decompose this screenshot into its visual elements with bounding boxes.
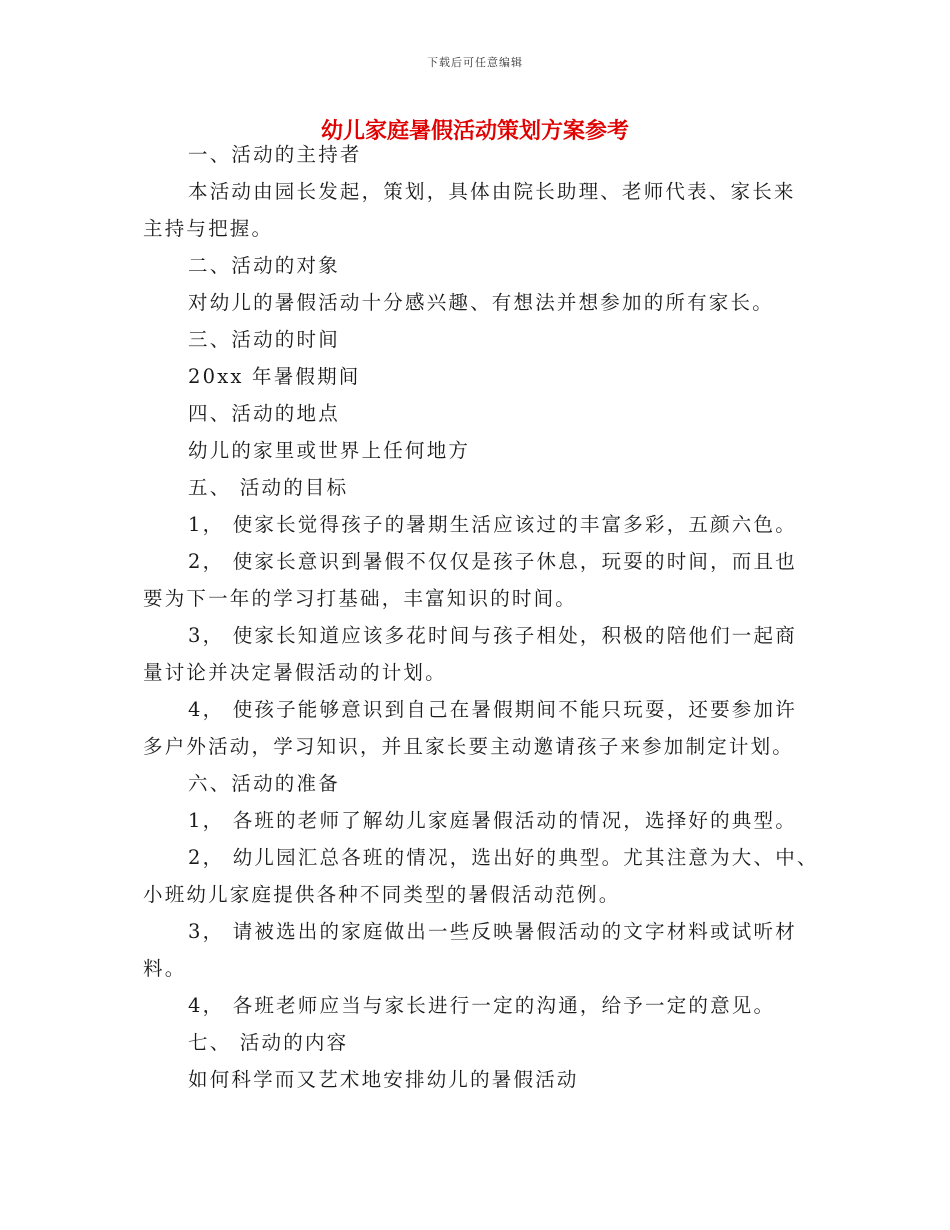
text-line: 要为下一年的学习打基础，丰富知识的时间。 xyxy=(143,587,578,610)
text-line: 本活动由园长发起，策划，具体由院长助理、老师代表、家长来 xyxy=(188,180,796,203)
text-line: 六、活动的准备 xyxy=(188,772,340,795)
text-line: 4， 使孩子能够意识到自己在暑假期间不能只玩耍，还要参加许 xyxy=(188,698,797,721)
text-line: 幼儿的家里或世界上任何地方 xyxy=(188,439,471,462)
text-line: 对幼儿的暑假活动十分感兴趣、有想法并想参加的所有家长。 xyxy=(188,291,774,314)
document-body xyxy=(143,136,819,1098)
text-line: 3， 使家长知道应该多花时间与孩子相处，积极的陪他们一起商 xyxy=(188,624,797,647)
document-title: 幼儿家庭暑假活动策划方案参考 xyxy=(320,118,629,144)
text-line: 1， 使家长觉得孩子的暑期生活应该过的丰富多彩，五颜六色。 xyxy=(188,513,797,536)
text-line: 1， 各班的老师了解幼儿家庭暑假活动的情况，选择好的典型。 xyxy=(188,809,797,832)
text-line: 五、 活动的目标 xyxy=(188,476,349,499)
text-line: 四、活动的地点 xyxy=(188,402,340,425)
text-line: 料。 xyxy=(143,957,187,980)
text-line: 如何科学而又艺术地安排幼儿的暑假活动 xyxy=(188,1068,579,1091)
text-line: 2， 使家长意识到暑假不仅仅是孩子休息，玩耍的时间，而且也 xyxy=(188,550,797,573)
text-line: 主持与把握。 xyxy=(143,217,274,240)
header-note: 下载后可任意编辑 xyxy=(427,56,523,69)
text-line: 七、 活动的内容 xyxy=(188,1031,349,1054)
text-line: 三、活动的时间 xyxy=(188,328,340,351)
text-line: 2， 幼儿园汇总各班的情况，选出好的典型。尤其注意为大、中、 xyxy=(188,846,819,869)
text-line: 3， 请被选出的家庭做出一些反映暑假活动的文字材料或试听材 xyxy=(188,920,797,943)
text-line: 量讨论并决定暑假活动的计划。 xyxy=(143,661,447,684)
text-line: 多户外活动，学习知识，并且家长要主动邀请孩子来参加制定计划。 xyxy=(143,735,795,758)
text-line: 4， 各班老师应当与家长进行一定的沟通，给予一定的意见。 xyxy=(188,994,776,1017)
text-line: 一、活动的主持者 xyxy=(188,143,362,166)
text-line: 二、活动的对象 xyxy=(188,254,340,277)
text-line: 小班幼儿家庭提供各种不同类型的暑假活动范例。 xyxy=(143,883,621,906)
text-line: 20xx 年暑假期间 xyxy=(188,365,361,388)
